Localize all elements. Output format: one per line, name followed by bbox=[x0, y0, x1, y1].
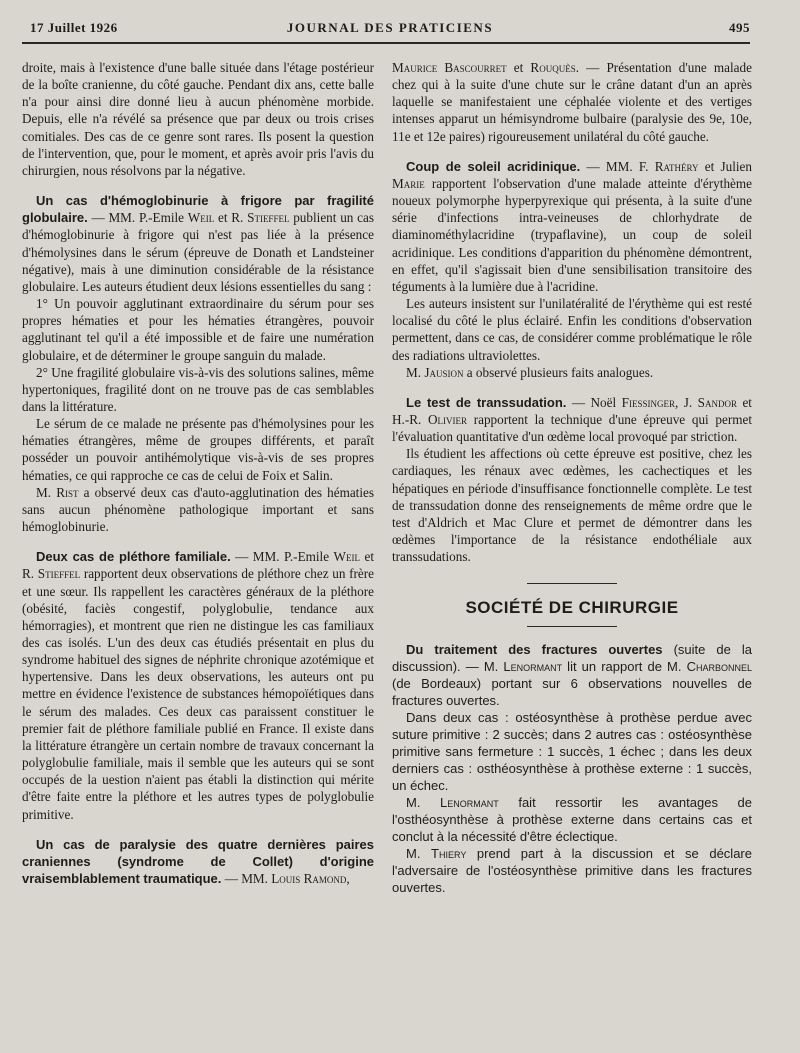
article-title: Du traitement des fractures ouvertes bbox=[406, 642, 663, 658]
surgery-section bbox=[392, 641, 752, 896]
article-hemoglobinurie: Un cas d'hémoglobinurie à frigore par fragilité globulaire. — MM. P.-Emile Weil et R. Stieffel publient un cas d'hémoglobinurie à frigore qui n'est pas liée à la présence d'hémolysines dans le sérum (épreuve de Donath et Landsteiner négative), mais à une diminution considérable de la résistance globulaire. Les auteurs étudient deux lésions essentielles du sang : bbox=[22, 193, 374, 294]
author-name: Louis Ramond, bbox=[271, 871, 350, 887]
body-paragraph: Dans deux cas : ostéosynthèse à prothèse perdue avec suture primitive : 2 succès; dans 2 autres cas : ostéosynthèse primitive sans fermeture : 1 succès, 1 échec ; dans les deux derniers cas : osthéosynthèse à prothèse externe : 1 succès, un échec. bbox=[392, 710, 752, 794]
author-name: Fiessinger bbox=[621, 394, 675, 410]
article-title: Coup de soleil acridinique. bbox=[406, 158, 581, 174]
page-number: 495 bbox=[729, 20, 750, 35]
article-acridinique: Coup de soleil acridinique. — MM. F. Rathéry et Julien Marie rapportent l'observation d'une malade atteinte d'érythème noueux polymorphe hyperpyrexique qui présenta, à la suite d'une série d'infections intra-veineuses de chlorhydrate de diaminométhylacridine (trypaflavine), un coup de soleil acridinique. Les conditions d'apparition du phénomène démontrent, en effet, qu'il s'agissait bien d'une sensibilisation transitoire des téguments à la lumière due à l'acridine. bbox=[392, 158, 752, 294]
author-name: Rathéry bbox=[654, 158, 699, 174]
article-title: Deux cas de pléthore familiale. bbox=[36, 549, 231, 565]
author-name: Rist bbox=[56, 484, 79, 500]
page-header bbox=[30, 20, 750, 42]
author-name: Weil bbox=[333, 549, 360, 565]
body-paragraph: Les auteurs insistent sur l'unilatéralité de l'érythème qui est resté localisé du côté le plus éclairé. Enfin les conditions d'observation permettent, dans ce cas, de considérer comme problématique le rôle des radiations ultraviolettes. bbox=[392, 296, 752, 363]
author-name: Maurice Bascourret bbox=[392, 60, 507, 75]
body-paragraph: Le sérum de ce malade ne présente pas d'hémolysines pour les hématies étrangères, même de groupes différents, et paraît posséder un pouvoir antihémolytique vis-à-vis de ses propres hématies, ce qui rapproche ce cas de celui de Foix et Salin. bbox=[22, 416, 374, 483]
author-name: Thiery bbox=[431, 846, 467, 862]
article-title: Le test de transsudation. bbox=[406, 394, 567, 410]
author-name: Marie bbox=[392, 175, 425, 191]
author-name: Sandor bbox=[697, 394, 737, 410]
comment-paragraph: M. Jausion a observé plusieurs faits analogues. bbox=[406, 364, 654, 380]
body-paragraph: 1° Un pouvoir agglutinant extraordinaire du sérum pour ses propres hématies et pour les hématies étrangères, pouvoir agglutinant tel qu'il a été impossible et de faire une numération globulaire, et de déterminer le groupe sanguin du malade. bbox=[22, 296, 374, 363]
author-name: Jausion bbox=[424, 364, 464, 380]
header-rule bbox=[22, 42, 750, 44]
right-column bbox=[392, 59, 752, 896]
author-name: Rouquès bbox=[530, 60, 576, 75]
article-title: Un cas d'hémoglobinurie à frigore par fragilité globulaire. bbox=[22, 193, 374, 226]
continuation-paragraph: Maurice Bascourret et Rouquès. — Présentation d'une malade chez qui à la suite d'une chute sur le crâne datant d'un an après laquelle se manifestaient une céphalée violente et des vertiges intenses apparut un hémisyndrome bulbaire (paralysie des 9e, 10e, 11e et 12e paires) rigoureusement unilatéral du côté gauche. bbox=[392, 60, 752, 144]
comment-paragraph: M. Thiery prend part à la discussion et se déclare l'adversaire de l'ostéosynthèse primitive dans les fractures ouvertes. bbox=[392, 846, 752, 896]
author-name: Weil bbox=[187, 210, 215, 226]
author-name: Charbonnel bbox=[686, 659, 752, 675]
article-plethore: Deux cas de pléthore familiale. — MM. P.-Emile Weil et R. Stieffel rapportent deux observations de pléthore chez un frère et une sœur. Ils rappellent les caractères généraux de la pléthore (obésité, faciès congestif, polyglobulie, tendance aux hémorragies), et montrent que rien ne distingue les cas familiaux des cas isolés. L'un des deux cas étudiés présentait en plus du syndrome habituel des signes de néphrite chronique azotémique et hypertensive. Dans les deux observations, les auteurs ont pu mettre en évidence l'existence de substances hémopoïétiques dans le sérum des malades. Ces deux cas paraissent constituer le premier fait de pléthore familiale publié en France. Il existe dans la littérature étrangère un certain nombre de travaux concernant la polyglobulie familiale, mais il semble que les auteurs qui se sont occupés de la uestion n'aient pas établi la distinction qui mérite d'être faite entre la pléthore et les autres types de polyglobulie primitive. bbox=[22, 549, 374, 822]
body-paragraph: Ils étudient les affections où cette épreuve est positive, chez les cardiaques, les rénaux avec œdèmes, les cachectiques et les hépatiques en période d'insuffisance fonctionnelle complète. Le test de transsudation donne des renseignements de même ordre que le test d'Aldrich et Mac Clure et permet de démontrer dans les œdèmes l'importance de la résistance endothéliale aux transsudations. bbox=[392, 446, 752, 565]
author-name: Lenormant bbox=[503, 659, 563, 675]
journal-title: JOURNAL DES PRATICIENS bbox=[286, 20, 494, 35]
author-name: Stieffel bbox=[247, 210, 290, 226]
body-paragraph: 2° Une fragilité globulaire vis-à-vis des solutions salines, même hypertoniques, fragilité dont on ne trouve pas de cas semblables dans la littérature. bbox=[22, 364, 374, 414]
article-title: Un cas de paralysie des quatre dernières paires craniennes (syndrome de Collet) d'origine vraisemblablement traumatique. bbox=[22, 836, 374, 887]
author-name: Stieffel bbox=[37, 566, 81, 582]
article-collet: Un cas de paralysie des quatre dernières paires craniennes (syndrome de Collet) d'origine vraisemblablement traumatique. — MM. Louis Ramond, bbox=[22, 836, 374, 887]
left-column bbox=[22, 59, 374, 887]
header-date: 17 Juillet 1926 bbox=[30, 20, 118, 35]
article-transsudation: Le test de transsudation. — Noël Fiessinger, J. Sandor et H.-R. Olivier rapportent la technique d'une épreuve qui permet l'évaluation quantitative d'un œdème local provoqué par striction. bbox=[392, 394, 752, 445]
intro-paragraph: droite, mais à l'existence d'une balle située dans l'étage postérieur de la boîte cranienne, du côté gauche. Pendant dix ans, cette balle n'a pour ainsi dire donné lieu à aucun phénomène morbide. Depuis, elle n'a révélé sa présence que par deux ou trois crises comitiales. Des cas de ce genre sont rares. Ils posent la question de l'intervention, que, pour le moment, et après avoir pris l'avis du chirurgien, nous résolvons par la négative. bbox=[22, 60, 374, 178]
author-name: Olivier bbox=[428, 411, 468, 427]
article-fractures: Du traitement des fractures ouvertes (suite de la discussion). — M. Lenormant lit un rapport de M. Charbonnel (de Bordeaux) portant sur 6 observations nouvelles de fractures ouvertes. bbox=[392, 642, 752, 709]
comment-paragraph: M. Rist a observé deux cas d'auto-agglutination des hématies sans aucun phénomène pathologique important et sans hémoglobinurie. bbox=[22, 484, 374, 535]
comment-paragraph: M. Lenormant fait ressortir les avantages de l'osthéosynthèse à prothèse externe dans certains cas et conclut à la nécessité d'être éclectique. bbox=[392, 795, 753, 845]
society-heading: SOCIÉTÉ DE CHIRURGIE bbox=[465, 598, 679, 618]
author-name: Lenormant bbox=[440, 795, 499, 811]
